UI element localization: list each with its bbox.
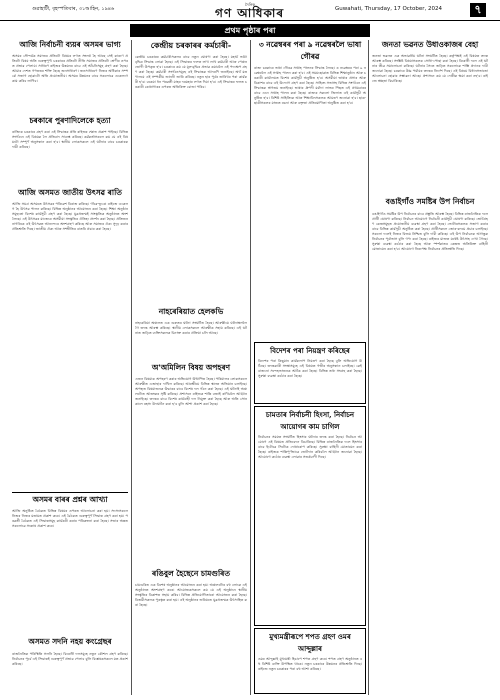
headline: চৰকাৰে পুৰণাদিলেকে হত্যা xyxy=(29,116,111,125)
article-body: আজি সমগ্ৰ অসমতে উৎসৱৰ পৰিৱেশ বিৰাজ কৰিছে। গাঁৱে-ভূঞে ৰাইজে একেলগ হৈ উৎসৱ পালন কৰিছে। বিভিন্ন অনুষ্ঠানৰ আয়োজন কৰা হৈছে। শিক্ষা অনুষ্ঠানসমূহতো বিশেষ কাৰ্যসূচী গ্ৰহণ কৰা হৈছে। যুৱপ্ৰজন্মই সাংস্কৃতিক অনুষ্ঠানত অংশ লৈছে। এই উৎসৱৰ মাজেৰে অসমীয়া সংস্কৃতিৰ ঐতিহ্য প্ৰদৰ্শন কৰা হৈছে। প্ৰতিজন নাগৰিকে এই উৎসৱত আনন্দেৰে অংশগ্ৰহণ কৰিছে আৰু সমাজৰ ঐক্য সুদৃঢ় কৰাৰ প্ৰতিশ্ৰুতি দিছে। জাতীয় ঐক্য আৰু সম্প্ৰীতিৰ বাতৰি প্ৰচাৰ কৰা হৈছে। xyxy=(12,202,128,231)
headline: অসমৰ বাৰৰ প্ৰশ্নৰ আখ্যা xyxy=(32,495,108,504)
headline: কেন্দ্ৰীয় চৰকাৰৰ কৰ্মচাৰী- xyxy=(150,40,232,50)
article-body: ৰাজনৈতিক পৰিস্থিতি সলনি হৈছে। বিৰোধী দলসমূহে নতুন কৌশল গ্ৰহণ কৰিছে। নিৰ্বাচনৰ পূৰ্বে এই সিদ্ধান্তই গুৰুত্বপূৰ্ণ প্ৰভাৱ পেলাব বুলি বিশ্লেষকসকলে মত প্ৰকাশ কৰিছে। xyxy=(12,652,128,666)
header-date-assamese: গুৱাহাটী, বৃহস্পতিবাৰ, ৩১আহিন, ১৯৪৬ xyxy=(32,6,115,12)
headline: বঙাইগাঁও সমষ্টিৰ উপ নিৰ্বাচন xyxy=(385,197,475,206)
article-body: বঙাইগাঁও সমষ্টিৰ উপ নিৰ্বাচনৰ বাবে প্ৰস্তুতি আৰম্ভ হৈছে। বিভিন্ন ৰাজনৈতিক দলে প্ৰাৰ্থী ঘোষণা কৰিছে। নিৰ্বাচন আয়োগে নিৰ্বাচনী কাৰ্যসূচী ঘোষণা কৰিছে। ভোটগ্ৰহণ কেন্দ্ৰসমূহত প্ৰয়োজনীয় ব্যৱস্থা গ্ৰহণ কৰা হৈছে। ভোটাৰসকলক সজাগ কৰাৰ বাবে বিভিন্ন কাৰ্যসূচী অনুষ্ঠিত কৰা হৈছে। প্ৰাৰ্থীসকলে জোৰ-কদমে প্ৰচাৰ চলাইছে। সকলো দলেই নিজৰ বিজয় নিশ্চিত বুলি দাবী কৰিছে। এই উপ নিৰ্বাচনক আগন্তুক নিৰ্বাচনৰ পূৰ্বাভাস বুলি গণ্য কৰা হৈছে। ৰাইজৰ মাজত যথেষ্ট উৎসাহ দেখা গৈছে। সুৰক্ষা ব্যৱস্থা কঠোৰ কৰা হৈছে আৰু স্পৰ্শকাতৰ কেন্দ্ৰত অতিৰিক্ত বাহিনী মোতায়েন কৰা হ'ব। আয়োগে নিৰপেক্ষ নিৰ্বাচনৰ প্ৰতিশ্ৰুতি দিছে। xyxy=(372,212,488,251)
article-body: ৰাজ্যিক চৰকাৰে গ্ৰহণ কৰা এই সিদ্ধান্তৰ প্ৰতি ৰাইজৰ ক্ষোভ প্ৰকাশ পাইছে। বিভিন্ন সংগঠনে এই বিষয়ক লৈ প্ৰতিবাদ সাব্যস্ত কৰিছে। কৰ্মকৰ্তাসকলে কয় যে এই বিষয়টো সম্পূৰ্ণ অনুসন্ধান কৰা হ'ব। স্থানীয় লোকসকলে এই ঘটনাৰ বাবে চৰকাৰক দায়ী কৰিছে। xyxy=(12,130,128,149)
column-rule xyxy=(368,40,369,695)
article-body: ওমৰ আব্দুল্লাই মুখ্যমন্ত্ৰী হিচাপে শপত গ্ৰহণ কৰে। শপত গ্ৰহণ অনুষ্ঠানত বহু বিশিষ্ট ব্যক্তি উপস্থিত থাকে। নতুন চৰকাৰে উন্নয়নৰ প্ৰতিশ্ৰুতি দিছে। ৰাইজে নতুন চৰকাৰৰ পৰা বহু আশা কৰিছে। xyxy=(258,657,362,671)
column-rule xyxy=(131,40,132,695)
headline: অসমত সদনি নহয় কংগ্ৰেছৰ xyxy=(28,637,112,646)
headline: জনতা ভৱনত উধাওকাজৰ বেহা xyxy=(381,40,479,49)
article-body: জনতা ভৱনত এক অভাৱনীয় ঘটনা সংঘটিত হৈছে। কৰ্তৃপক্ষই এই বিষয়ত তদন্ত আৰম্ভ কৰিছে। সংশ্লিষ্ট বিষয়াসকলক সোধা-পোছা কৰা হৈছে। বিৰোধী দলে এই ঘটনাৰ তীব্ৰ সমালোচনা কৰিছে। ঘটনাৰ সৈতে জড়িত সকলোকে শাস্তি প্ৰদানৰ দাবী জনোৱা হৈছে। চৰকাৰে উচ্চ পৰ্যায়ৰ তদন্তৰ নিৰ্দেশ দিছে। এই বিষয়ে বিধানসভাতো আলোচনা হোৱাৰ সম্ভাৱনা আছে। প্ৰশাসনে কয় যে দোষীক ক্ষমা কৰা নহ'ব। ৰাইজে স্বচ্ছতা বিচাৰিছে। xyxy=(372,54,488,83)
headline: আজি নিৰ্বাচনী ব্যয়ৰ অসমৰ ভাগ্য xyxy=(19,40,121,49)
headline: অ'অমিলিন বিষয় অপহৰণ xyxy=(151,363,231,372)
divider xyxy=(12,492,128,493)
headline: বিদেশৰ পৰা নিয়ন্ত্ৰণ কৰিছেৰ xyxy=(270,346,350,355)
headline: ৰঙিবুল হৈছেনে চামগুৰিত xyxy=(152,569,230,578)
column-1-lower xyxy=(12,495,128,695)
section-band: প্ৰথম পৃষ্ঠাৰ পৰা xyxy=(130,24,370,37)
article-body: আজি অনুষ্ঠিত বৈঠকত বিভিন্ন বিষয়ৰ ওপৰত আলোচনা কৰা হয়। সদস্যসকলে নিজৰ নিজৰ মতামত প্ৰকাশ কৰে। এই বৈঠকত গুৰুত্বপূৰ্ণ সিদ্ধান্ত গ্ৰহণ কৰা হয়। পৰৱৰ্তী বৈঠকত এই সিদ্ধান্তসমূহ কাৰ্যকৰী কৰাৰ পৰিকল্পনা কৰা হৈছে। সভাৰ অন্তত সকলোৱে সন্তোষ প্ৰকাশ কৰে। xyxy=(12,509,128,528)
article-body: নিৰ্বাচনৰ সময়ত সংঘটিত হিংসাৰ ঘটনাৰ তদন্ত কৰা হৈছে। নিৰ্বাচন আয়োগে এই বিষয়ত প্ৰতিবেদন বিচাৰিছে। বিভিন্ন ৰাজনৈতিক দলে হিংসাৰ বাবে ইটোৱে সিটোক দোষাৰোপ কৰিছে। সুৰক্ষা বাহিনী মোতায়েন কৰা হৈছে। ৰাইজক শান্তিপূৰ্ণভাৱে ভোটদান কৰিবলৈ আহ্বান জনোৱা হৈছে। আয়োগে কঠোৰ ব্যৱস্থা লোৱাৰ সতৰ্কবাণী দিছে। xyxy=(258,435,362,459)
column-4 xyxy=(372,40,488,695)
article-body: চামগুৰিত এক বিশেষ অনুষ্ঠানৰ আয়োজন কৰা হয়। অঞ্চলটোৰ বহু লোকে এই অনুষ্ঠানত অংশগ্ৰহণ কৰে। আয়োজকসকলে কয় যে এই অনুষ্ঠানে স্থানীয় সংস্কৃতিৰ বিকাশত সহায় কৰিব। বিভিন্ন প্ৰতিযোগিতাৰো আয়োজন কৰা হৈছে। বিজয়ীসকলক পুৰস্কৃত কৰা হয়। এই অনুষ্ঠানৰ জৰিয়তে যুৱপ্ৰজন্মক উৎসাহিত কৰা হৈছে। xyxy=(135,583,247,607)
article-body: ৰাজ্য চৰকাৰে ভাষা গৌৰৱ সপ্তাহ পালনৰ সিদ্ধান্ত লৈছে। ৩ নৱেম্বৰৰ পৰা ৯ নৱেম্বৰলৈ এই সপ্তাহ পালন কৰা হ'ব। এই সময়ছোৱাত বিভিন্ন শিক্ষানুষ্ঠান আৰু চৰকাৰী কাৰ্যালয়ত বিশেষ কাৰ্যসূচী অনুষ্ঠিত হ'ব। অসমীয়া ভাষাৰ প্ৰসাৰ আৰু বিকাশৰ বাবে এই উদ্যোগ গ্ৰহণ কৰা হৈছে। সাহিত্য সভাসহ বিভিন্ন সংগঠনে এই সিদ্ধান্তক স্বাগতম জনাইছে। ভাষাৰ ধ্ৰুপদী মৰ্যাদা লাভৰ পিছত এই প্ৰথমবাৰৰ বাবে এনে সপ্তাহ পালন কৰা হৈছে। ৰাজ্যৰ সকলো জিলাত এই কাৰ্যসূচী অনুষ্ঠিত হ'ব। বিশিষ্ট সাহিত্যিক আৰু শিক্ষাবিদসকলক আমন্ত্ৰণ জনোৱা হ'ব। ছাত্ৰ-ছাত্ৰীসকলৰ মাজত ৰচনা আৰু বক্তৃতা প্ৰতিযোগিতা অনুষ্ঠিত কৰা হ'ব। xyxy=(254,66,366,105)
masthead-title: গণ আধিকাৰ xyxy=(215,6,285,20)
headline: আজি অসমত জাতীয় উৎসৱ ৰাতি xyxy=(18,188,122,197)
page-number: ৭ xyxy=(470,3,486,17)
boxed-article xyxy=(254,342,366,404)
column-rule xyxy=(250,40,251,695)
masthead xyxy=(195,2,305,19)
masthead-tagline: দৈনিক xyxy=(245,2,256,7)
article-body: বিদেশৰ পৰা কিছুমান কাৰ্যকলাপ নিয়ন্ত্ৰণ কৰা হৈছে বুলি অভিযোগ উঠিছে। তদন্তকাৰী সংস্থাসমূহে এই বিষয়ত গভীৰ অনুসন্ধান চলাইছে। কেইবাজনো সন্দেহভাজনক আটক কৰা হৈছে। বিভিন্ন তথ্য সংগ্ৰহ কৰা হৈছে। সুৰক্ষা ব্যৱস্থা কঠোৰ কৰা হৈছে। xyxy=(258,359,362,378)
article-body: কেন্দ্ৰীয় চৰকাৰৰ কৰ্মচাৰীসকলৰ বাবে নতুন ঘোষণা কৰা হৈছে। মহাৰ্ঘ ভাট্টা বৃদ্ধিৰ সিদ্ধান্ত লোৱা হৈছে। এই সিদ্ধান্তৰ ফলত লাখ লাখ কৰ্মচাৰী আৰু পেঞ্চনভোগী উপকৃত হ'ব। চৰকাৰে কয় যে মূল্যবৃদ্ধিৰ প্ৰভাৱ কমাবলৈ এই পদক্ষেপ গ্ৰহণ কৰা হৈছে। কৰ্মচাৰী সংগঠনসমূহে এই সিদ্ধান্তক আদৰণি জনাইছে। অৰ্থ মন্ত্ৰণালয়ে এই সম্পৰ্কীয় জাননী জাৰি কৰিছে। নতুন হাৰ পূৰ্বৰ তাৰিখৰ পৰা কাৰ্যকৰী হ'ব। বকেয়া ধন পৰৱৰ্তী মাহৰ দৰমহাৰ লগত দিয়া হ'ব। এই সিদ্ধান্তৰ ফলত চৰকাৰী কোষাগাৰৰ ওপৰত অতিৰিক্ত বোজা পৰিব। xyxy=(135,55,247,89)
headline: নাহৰেৰিয়াত হেলকভি xyxy=(158,307,224,316)
boxed-article xyxy=(254,628,366,694)
column-2 xyxy=(135,40,247,695)
article-body: অসমৰ সৌন্দৰ্যক সমাজৰ প্ৰতিটো বিষয়ৰ লগত সংলগ্ন হৈ আছে সেই কাৰণে প্ৰতিটো বিষয় অতি গুৰুত্বপূৰ্ণ। চৰকাৰৰ প্ৰতিটো নীতি সমাজৰ প্ৰতিটো শ্ৰেণীৰ ওপৰত প্ৰভাৱ পেলায়। সাধাৰণ ৰাইজৰ উন্নয়নৰ বাবে এই আঁচনিসমূহ গ্ৰহণ কৰা হৈছে। আমাৰ দেশত গণতন্ত্ৰৰ শক্তি হৈছে জনসাধাৰণ। জনসাধাৰণে নিজৰ অধিকাৰ সম্পৰ্কে সজাগ হোৱাটো অতি প্ৰয়োজনীয়। অসমৰ উন্নয়নৰ বাবে সকলোৱে একেলগে কাম কৰিব লাগিব। xyxy=(12,54,128,83)
headline: চামতাৰ নিৰ্বাচনী হিংসা, নিৰ্বাচন আয়োগৰ কাম চাগিল xyxy=(265,410,355,431)
headline: মুখ্যমন্ত্ৰীৰূপে শপত গ্ৰহণ ওমৰ আব্দুল্লাৰ xyxy=(269,632,351,653)
page-header xyxy=(0,0,500,21)
header-date-english: Guwahati, Thursday, 17 October, 2024 xyxy=(335,6,442,12)
column-3 xyxy=(254,40,366,340)
article-body: এজন বিষয়াক অপহৰণ কৰাৰ অভিযোগ উত্থাপিত হৈছে। পৰিয়ালৰ লোকসকলে আৰক্ষীত এজাহাৰ দাখিল কৰিছে। আৰক্ষীয়ে বিভিন্ন স্থানত অভিযান চলাইছে। অপহৃত বিষয়াজনক উদ্ধাৰৰ বাবে বিশেষ দল গঠন কৰা হৈছে। এই ঘটনাই অঞ্চলটোত আতংকৰ সৃষ্টি কৰিছে। প্ৰশাসনে ৰাইজক শান্তি বজাই ৰাখিবলৈ আহ্বান জনাইছে। তদন্তৰ বাবে বিশেষ কাৰ্যবাহী দল নিযুক্ত কৰা হৈছে আৰু অতি সোনকালে ৰহস্য উদঘাটন কৰা হ'ব বুলি আশা প্ৰকাশ কৰা হৈছে। xyxy=(135,377,247,406)
headline: ৩ নৱেম্বৰৰ পৰা ৯ নৱেম্বৰলৈ ভাষা গৌৰৱ xyxy=(258,40,362,61)
article-body: নাহৰেৰিয়া অঞ্চলত এক গুৰুতৰ ঘটনা সংঘটিত হৈছে। আৰক্ষীয়ে ঘটনাস্থললৈ গৈ তদন্ত আৰম্ভ কৰিছে। স্থানীয় লোকসকলে আৰক্ষীক সহায় কৰিছে। এই ঘটনাত জড়িত ব্যক্তিসকলক চিনাক্ত কৰাৰ প্ৰক্ৰিয়া চলি আছে। xyxy=(135,321,247,335)
boxed-article xyxy=(254,406,366,626)
